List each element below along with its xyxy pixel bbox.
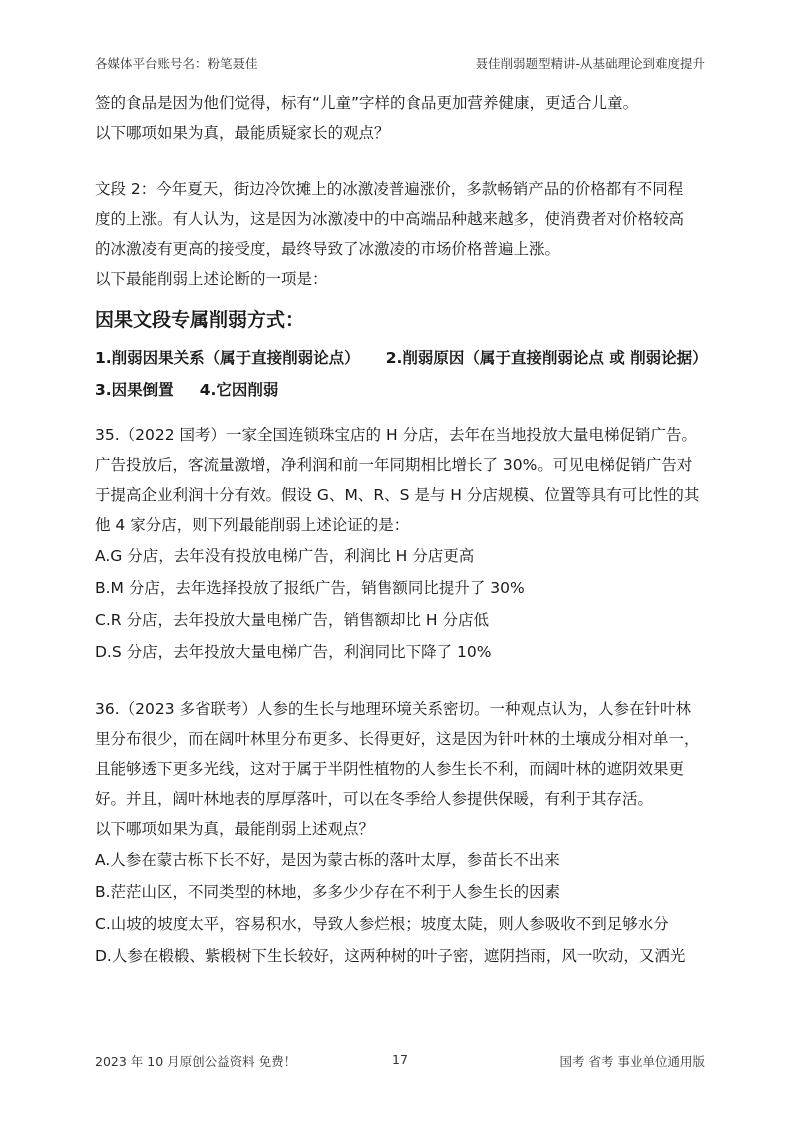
q36-option-c: C.山坡的坡度太平，容易积水，导致人参烂根；坡度太陡，则人参吸收不到足够水分 (95, 915, 669, 933)
q35-stem-line: 于提高企业利润十分有效。假设 G、M、R、S 是与 H 分店规模、位置等具有可比性的其 (95, 486, 700, 504)
passage-2 (95, 174, 707, 294)
intro-question: 以下哪项如果为真，最能质疑家长的观点？ (95, 124, 390, 142)
question-36 (95, 694, 707, 972)
q36-option-b: B.茫茫山区，不同类型的林地，多多少少存在不利于人参生长的因素 (95, 883, 561, 901)
footer-edition: 国考 省考 事业单位通用版 (559, 1054, 705, 1069)
q35-option-c: C.R 分店，去年投放大量电梯广告，销售额却比 H 分店低 (95, 611, 489, 629)
header-document-title: 聂佳削弱题型精讲-从基础理论到难度提升 (475, 56, 705, 71)
method-2: 2.削弱原因（属于直接削弱论点 或 削弱论据） (385, 349, 708, 367)
passage-2-line: 度的上涨。有人认为，这是因为冰激凌中的中高端品种越来越多，使消费者对价格较高 (95, 210, 685, 228)
passage-2-line: 文段 2：今年夏天，街边冷饮摊上的冰激凌普遍涨价，多款畅销产品的价格都有不同程 (95, 180, 684, 198)
passage-2-line: 的冰激凌有更高的接受度，最终导致了冰激凌的市场价格普遍上涨。 (95, 240, 561, 258)
page-number: 17 (392, 1052, 408, 1067)
q36-stem-line: 里分布很少，而在阔叶林里分布更多、长得更好，这是因为针叶林的土壤成分相对单一， (95, 730, 700, 748)
intro-line: 签的食品是因为他们觉得，标有“儿童”字样的食品更加营养健康，更适合儿童。 (95, 94, 639, 112)
method-3: 3.因果倒置 (95, 381, 174, 399)
methods-row-2 (95, 374, 707, 406)
passage-2-question: 以下最能削弱上述论断的一项是： (95, 270, 328, 288)
q35-stem-line: 广告投放后，客流量激增，净利润和前一年同期相比增长了 30%。可见电梯促销广告对 (95, 456, 693, 474)
page-content (95, 88, 707, 972)
q36-stem-line: 且能够透下更多光线，这对于属于半阴性植物的人参生长不利，而阔叶林的遮阴效果更 (95, 760, 685, 778)
q36-stem-line: 好。并且，阔叶林地表的厚厚落叶，可以在冬季给人参提供保暖，有利于其存活。 (95, 790, 654, 808)
q36-option-a: A.人参在蒙古栎下长不好，是因为蒙古栎的落叶太厚，参苗长不出来 (95, 851, 560, 869)
q35-option-a: A.G 分店，去年没有投放电梯广告，利润比 H 分店更高 (95, 547, 475, 565)
q36-option-d: D.人参在椴椴、紫椴树下生长较好，这两种树的叶子密，遮阴挡雨，风一吹动，又洒光 (95, 947, 686, 965)
q35-option-d: D.S 分店，去年投放大量电梯广告，利润同比下降了 10% (95, 643, 492, 661)
intro-block (95, 88, 707, 148)
method-4: 4.它因削弱 (199, 381, 279, 399)
footer-note: 2023 年 10 月原创公益资料 免费！ (95, 1054, 297, 1069)
method-1: 1.削弱因果关系（属于直接削弱论点） (95, 349, 360, 367)
q35-stem-line: 35.（2022 国考）一家全国连锁珠宝店的 H 分店，去年在当地投放大量电梯促销广告。 (95, 426, 698, 444)
header-account-name: 各媒体平台账号名：粉笔聂佳 (95, 56, 258, 71)
question-35 (95, 420, 707, 668)
q35-stem-line: 他 4 家分店，则下列最能削弱上述论证的是： (95, 516, 410, 534)
methods-row-1 (95, 342, 707, 374)
q35-option-b: B.M 分店，去年选择投放了报纸广告，销售额同比提升了 30% (95, 579, 525, 597)
q36-question: 以下哪项如果为真，最能削弱上述观点？ (95, 820, 375, 838)
section-title: 因果文段专属削弱方式： (95, 309, 305, 331)
q36-stem-line: 36.（2023 多省联考）人参的生长与地理环境关系密切。一种观点认为，人参在针叶林 (95, 700, 692, 718)
